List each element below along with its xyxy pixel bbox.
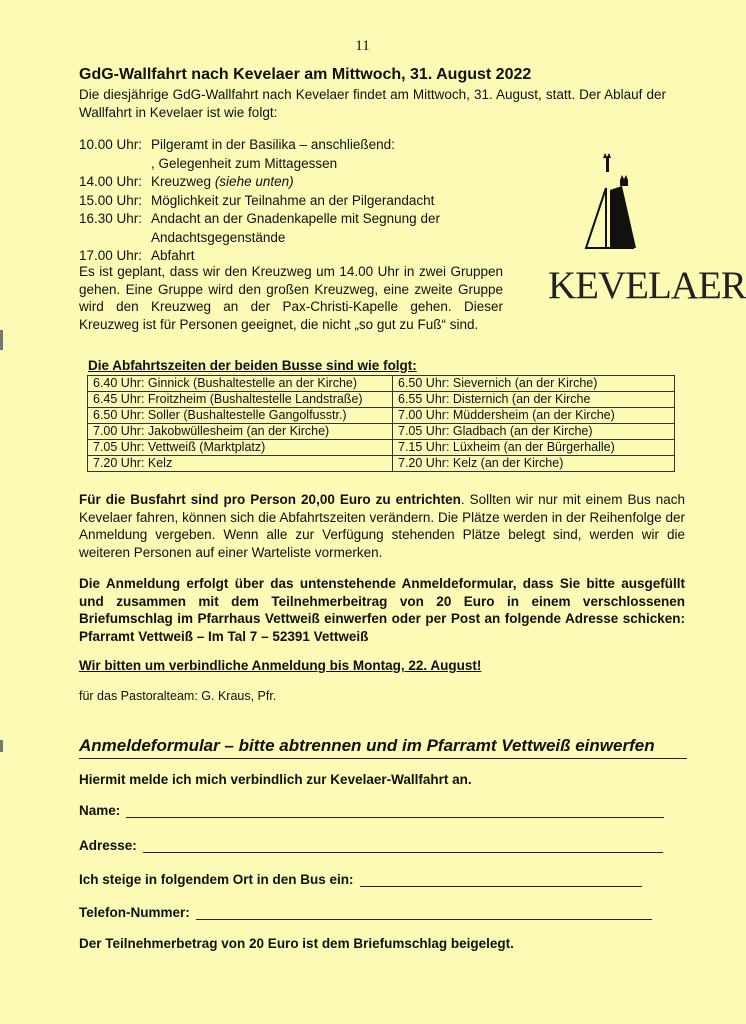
schedule-text: Abfahrt: [151, 248, 195, 263]
page-title: GdG-Wallfahrt nach Kevelaer am Mittwoch, 31. August 2022: [79, 66, 532, 83]
kevelaer-logo-wordmark: KEVELAER: [548, 264, 746, 307]
table-cell: 7.15 Uhr: Lüxheim (an der Bürgerhalle): [393, 440, 675, 456]
signature-line: für das Pastoralteam: G. Kraus, Pfr.: [79, 689, 277, 703]
name-input-line[interactable]: [126, 803, 664, 818]
schedule-item: [79, 136, 499, 155]
boarding-field[interactable]: [79, 872, 642, 887]
scan-edge-mark: [0, 740, 3, 752]
table-row: [88, 408, 675, 424]
name-label: Name:: [79, 803, 121, 818]
bus-table-heading: Die Abfahrtszeiten der beiden Busse sind wie folgt:: [88, 358, 417, 373]
form-footer-note: Der Teilnehmerbetrag von 20 Euro ist dem Briefumschlag beigelegt.: [79, 936, 514, 951]
name-field[interactable]: [79, 803, 664, 818]
schedule-text: Pilgeramt in der Basilika – anschließend:: [151, 137, 395, 152]
phone-label: Telefon-Nummer:: [79, 905, 190, 920]
phone-input-line[interactable]: [196, 905, 652, 920]
boarding-input-line[interactable]: [360, 872, 642, 887]
schedule-time: 10.00 Uhr:: [79, 137, 143, 152]
address-label: Adresse:: [79, 838, 137, 853]
table-cell: 7.20 Uhr: Kelz: [88, 456, 393, 472]
bus-schedule-table: [87, 375, 675, 472]
table-row: [88, 456, 675, 472]
table-row: [88, 392, 675, 408]
kreuzweg-paragraph: Es ist geplant, dass wir den Kreuzweg um 14.00 Uhr in zwei Gruppen gehen. Eine Gruppe wird den großen Kreuzweg, eine zweite Gruppe wird den Kreuzweg an der Pax-Christi-Kapelle gehen. Dieser Kreuzweg ist für Personen geeignet, die nicht „so gut zu Fuß“ sind.: [79, 264, 503, 332]
schedule-item: [79, 210, 499, 229]
address-input-line[interactable]: [143, 838, 663, 853]
table-row: [88, 424, 675, 440]
table-cell: 6.40 Uhr: Ginnick (Bushaltestelle an der Kirche): [88, 376, 393, 392]
schedule-time: 15.00 Uhr:: [79, 192, 143, 208]
schedule-item: [79, 173, 499, 192]
table-cell: 6.45 Uhr: Froitzheim (Bushaltestelle Landstraße): [88, 392, 393, 408]
table-cell: 7.05 Uhr: Vettweiß (Marktplatz): [88, 440, 393, 456]
fee-details: . Sollten wir nur mit einem Bus nach Kevelaer fahren, können sich die Abfahrtszeiten verändern. Die Plätze werden in der Reihenfolge der Anmeldung vergeben. Wenn alle zur Verfügung stehenden Plätze belegt sind, werden wir die weiteren Personen auf einer Warteliste vormerken.: [79, 492, 685, 560]
schedule-text: Andacht an der Gnadenkapelle mit Segnung der: [151, 211, 440, 226]
form-declaration: Hiermit melde ich mich verbindlich zur Kevelaer-Wallfahrt an.: [79, 772, 472, 787]
schedule-time: 14.00 Uhr:: [79, 174, 143, 189]
address-field[interactable]: [79, 838, 663, 853]
schedule-item: [79, 192, 499, 211]
table-cell: 6.50 Uhr: Soller (Bushaltestelle Gangolfusstr.): [88, 408, 393, 424]
schedule-continuation: , Gelegenheit zum Mittagessen: [151, 155, 338, 171]
fee-paragraph: [79, 491, 685, 561]
table-row: [88, 376, 675, 392]
table-cell: 7.05 Uhr: Gladbach (an der Kirche): [393, 424, 675, 440]
table-cell: 7.20 Uhr: Kelz (an der Kirche): [393, 456, 675, 472]
table-cell: 7.00 Uhr: Müddersheim (an der Kirche): [393, 408, 675, 424]
deadline-notice: Wir bitten um verbindliche Anmeldung bis Montag, 22. August!: [79, 658, 482, 673]
intro-paragraph: Die diesjährige GdG-Wallfahrt nach Kevelaer findet am Mittwoch, 31. August, statt. Der Ablauf der Wallfahrt in Kevelaer ist wie folgt:: [79, 87, 666, 120]
table-cell: 6.50 Uhr: Sievernich (an der Kirche): [393, 376, 675, 392]
schedule-continuation: Andachtsgegenstände: [151, 229, 286, 245]
registration-paragraph: Die Anmeldung erfolgt über das untenstehende Anmeldeformular, dass Sie bitte ausgefüllt und zusammen mit dem Teilnehmerbeitrag von 20 Euro in einem verschlossenen Briefumschlag im Pfarrhaus Vettweiß einwerfen oder per Post an folgende Adresse schicken: Pfarramt Vettweiß – Im Tal 7 – 52391 Vettweiß: [79, 576, 685, 644]
phone-field[interactable]: [79, 905, 652, 920]
boarding-label: Ich steige in folgendem Ort in den Bus ein:: [79, 872, 354, 887]
schedule-list: [79, 136, 499, 266]
schedule-time: 17.00 Uhr:: [79, 248, 143, 263]
table-row: [88, 440, 675, 456]
scan-edge-mark: [0, 330, 3, 350]
table-cell: 6.55 Uhr: Disternich (an der Kirche: [393, 392, 675, 408]
table-cell: 7.00 Uhr: Jakobwüllesheim (an der Kirche): [88, 424, 393, 440]
schedule-note: (siehe unten): [214, 174, 294, 189]
fee-emphasis: Für die Busfahrt sind pro Person 20,00 Euro zu entrichten: [79, 492, 461, 507]
form-title: Anmeldeformular – bitte abtrennen und im Pfarramt Vettweiß einwerfen: [79, 736, 687, 759]
schedule-text: Möglichkeit zur Teilnahme an der Pilgerandacht: [151, 192, 435, 208]
page-number: 11: [355, 38, 370, 54]
schedule-time: 16.30 Uhr:: [79, 211, 143, 226]
schedule-text: Kreuzweg: [151, 174, 212, 189]
